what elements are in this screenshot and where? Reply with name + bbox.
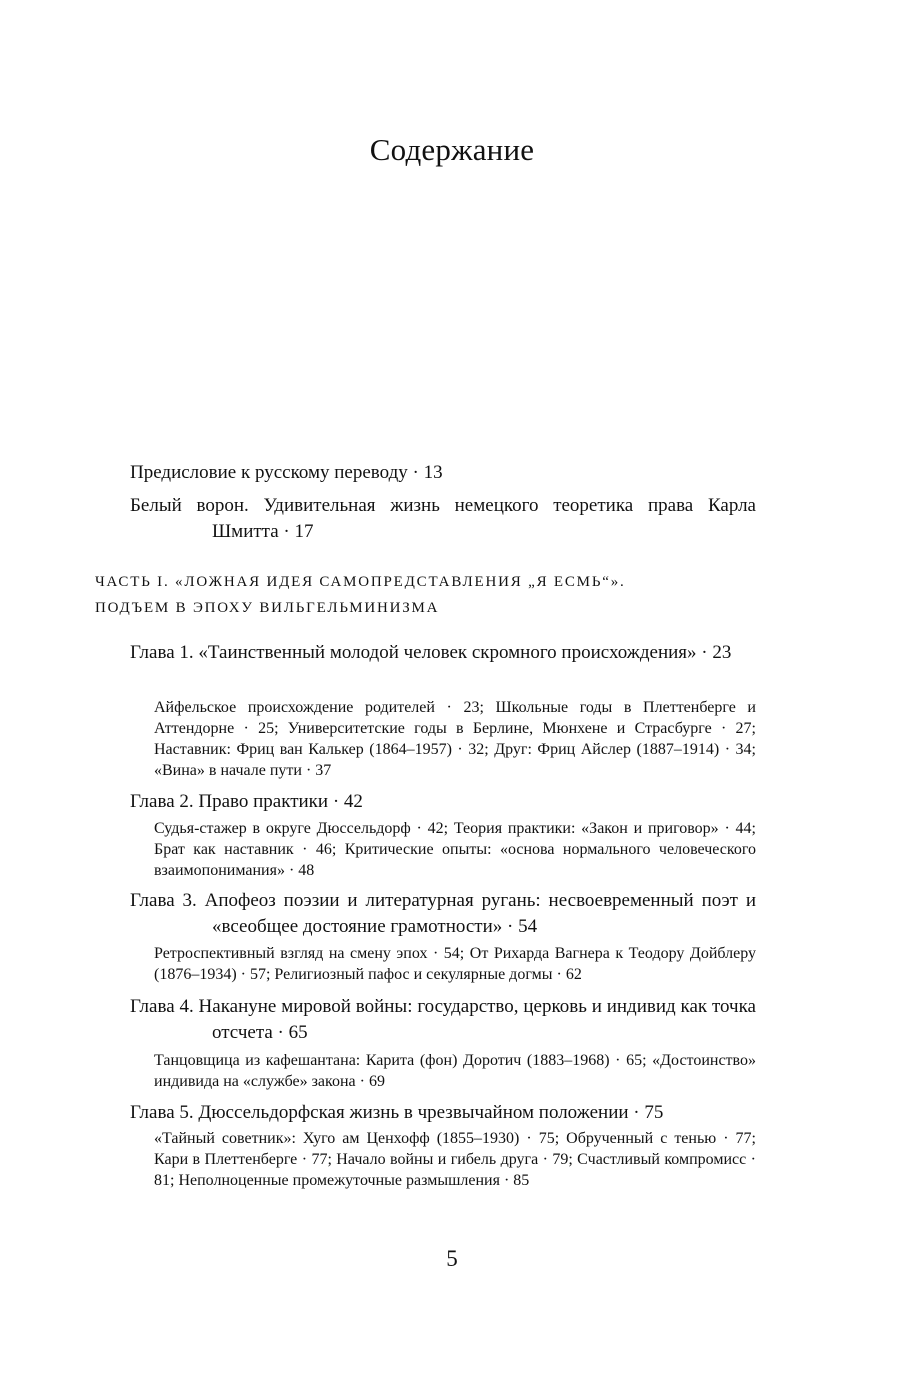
chapter-2-sections: Судья-стажер в округе Дюссельдорф · 42; Теория практики: «Закон и приговор» · 44; Брат как наставник · 46; Критические опыты: «основа нормального человеческого взаимопонимания» · 48 — [154, 820, 756, 879]
toc-entry-introduction: Белый ворон. Удивительная жизнь немецкого теоретика права Карла Шмитта · 17 — [130, 495, 756, 542]
chapter-5-sections: «Тайный советник»: Хуго ам Ценхофф (1855–1930) · 75; Обрученный с тенью · 77; Кари в Плеттенберге · 77; Начало войны и гибель друга · 79; Счастливый компромисс · 81; Неполноценные промежуточные размышления · 85 — [154, 1130, 756, 1189]
part-heading-line-2: ПОДЪЕМ В ЭПОХУ ВИЛЬГЕЛЬМИНИЗМА — [95, 600, 440, 616]
chapter-4-title: Глава 4. Накануне мировой войны: государство, церковь и индивид как точка отсчета · 65 — [130, 996, 756, 1043]
chapter-2-title: Глава 2. Право практики · 42 — [130, 791, 363, 812]
page-number: 5 — [446, 1246, 458, 1271]
part-heading-line-1: ЧАСТЬ I. «ЛОЖНАЯ ИДЕЯ САМОПРЕДСТАВЛЕНИЯ „Я ЕСМЬ“». — [95, 574, 626, 590]
chapter-5-title: Глава 5. Дюссельдорфская жизнь в чрезвычайном положении · 75 — [130, 1102, 664, 1123]
page-title: Содержание — [369, 132, 535, 167]
chapter-3-sections: Ретроспективный взгляд на смену эпох · 54; От Рихарда Вагнера к Теодору Дойблеру (1876–1934) · 57; Религиозный пафос и секулярные догмы · 62 — [154, 945, 756, 983]
toc-entry-preface: Предисловие к русскому переводу · 13 — [130, 462, 443, 483]
chapter-1-sections: Айфельское происхождение родителей · 23; Школьные годы в Плеттенберге и Аттендорне · 25; Университетские годы в Берлине, Мюнхене и Страсбурге · 27; Наставник: Фриц ван Калькер (1864–1957) · 32; Друг: Фриц Айслер (1887–1914) · 34; «Вина» в начале пути · 37 — [154, 699, 756, 779]
chapter-1-title: Глава 1. «Таинственный молодой человек скромного происхождения» · 23 — [130, 642, 732, 663]
chapter-3-title: Глава 3. Апофеоз поэзии и литературная ругань: несвоевременный поэт и «всеобщее достояние грамотности» · 54 — [130, 890, 756, 937]
chapter-4-sections: Танцовщица из кафешантана: Карита (фон) Доротич (1883–1968) · 65; «Достоинство» индивида на «службе» закона · 69 — [154, 1052, 756, 1090]
